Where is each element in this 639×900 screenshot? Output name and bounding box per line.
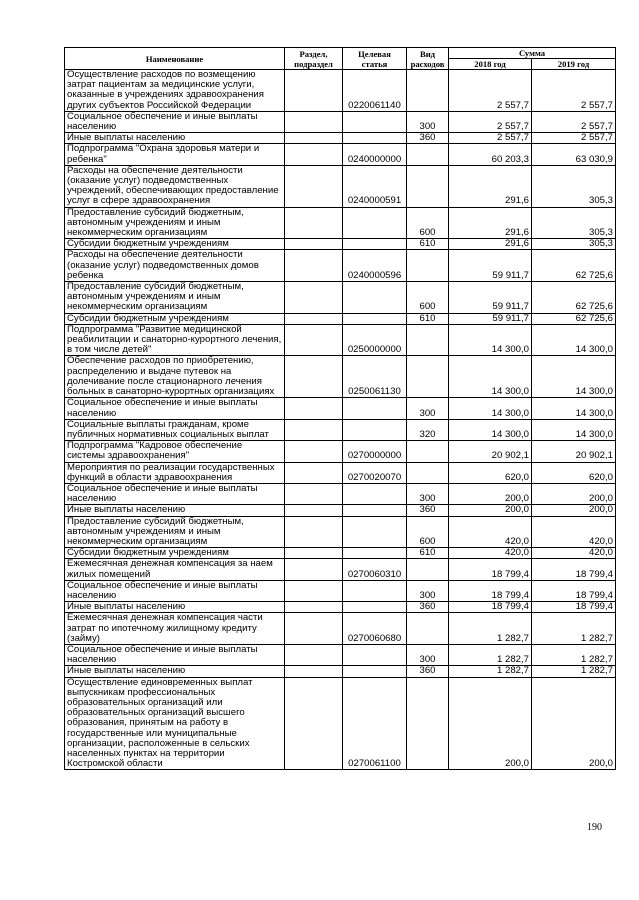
table-row [65,419,616,440]
row-name-cell: Иные выплаты населению [65,666,285,677]
row-expense-type-cell: 600 [407,516,449,548]
row-sum-2018-cell: 20 902,1 [449,441,532,462]
row-name-cell: Субсидии бюджетным учреждениям [65,548,285,559]
row-expense-type-cell: 320 [407,419,449,440]
header-year-2018: 2018 год [449,59,532,70]
row-sum-2018-cell: 14 300,0 [449,356,532,398]
row-sum-2018-cell: 620,0 [449,462,532,483]
row-target-cell: 0270060680 [343,613,407,645]
row-section-cell [285,677,343,770]
table-row [65,356,616,398]
row-name-cell: Субсидии бюджетным учреждениям [65,239,285,250]
row-expense-type-cell [407,250,449,282]
row-target-cell: 0270020070 [343,462,407,483]
row-section-cell [285,133,343,144]
row-section-cell [285,516,343,548]
row-expense-type-cell [407,462,449,483]
header-name: Наименование [65,48,285,70]
row-sum-2018-cell: 420,0 [449,516,532,548]
table-header [65,48,616,70]
row-sum-2019-cell: 1 282,7 [532,644,616,665]
row-name-cell: Иные выплаты населению [65,133,285,144]
row-sum-2018-cell: 18 799,4 [449,580,532,601]
row-section-cell [285,666,343,677]
row-section-cell [285,441,343,462]
row-target-cell: 0250000000 [343,324,407,356]
table-row [65,613,616,645]
row-sum-2019-cell: 14 300,0 [532,398,616,419]
row-sum-2018-cell: 14 300,0 [449,419,532,440]
row-target-cell [343,548,407,559]
table-row [65,111,616,132]
table-row [65,677,616,770]
row-expense-type-cell: 360 [407,666,449,677]
table-row [65,250,616,282]
budget-table-container [64,47,616,770]
table-row [65,165,616,207]
row-target-cell [343,398,407,419]
row-target-cell: 0250061130 [343,356,407,398]
row-name-cell: Иные выплаты населению [65,602,285,613]
header-target: Целевая статья [343,48,407,70]
row-target-cell: 0270000000 [343,441,407,462]
row-target-cell: 0270061100 [343,677,407,770]
row-target-cell [343,505,407,516]
row-sum-2019-cell: 1 282,7 [532,666,616,677]
row-sum-2019-cell: 14 300,0 [532,419,616,440]
row-target-cell [343,207,407,239]
table-row [65,644,616,665]
row-target-cell: 0240000591 [343,165,407,207]
row-sum-2019-cell: 200,0 [532,483,616,504]
row-sum-2018-cell: 420,0 [449,548,532,559]
row-name-cell: Предоставление субсидий бюджетным, автономным учреждениям и иным некоммерческим организациям [65,282,285,314]
row-name-cell: Социальное обеспечение и иные выплаты населению [65,580,285,601]
table-row [65,441,616,462]
row-sum-2018-cell: 59 911,7 [449,282,532,314]
table-row [65,602,616,613]
row-sum-2019-cell: 305,3 [532,207,616,239]
row-section-cell [285,239,343,250]
row-sum-2019-cell: 2 557,7 [532,133,616,144]
row-name-cell: Обеспечение расходов по приобретению, распределению и выдаче путевок на долечивание после стационарного лечения больных в санаторно-курортных организациях [65,356,285,398]
table-row [65,483,616,504]
row-sum-2018-cell: 200,0 [449,677,532,770]
row-sum-2018-cell: 2 557,7 [449,133,532,144]
row-sum-2019-cell: 305,3 [532,239,616,250]
row-sum-2019-cell: 20 902,1 [532,441,616,462]
row-sum-2018-cell: 60 203,3 [449,144,532,165]
row-target-cell [343,666,407,677]
row-name-cell: Иные выплаты населению [65,505,285,516]
row-section-cell [285,580,343,601]
row-expense-type-cell: 300 [407,398,449,419]
row-sum-2018-cell: 1 282,7 [449,644,532,665]
row-expense-type-cell: 610 [407,548,449,559]
row-section-cell [285,462,343,483]
row-sum-2018-cell: 1 282,7 [449,613,532,645]
row-sum-2018-cell: 1 282,7 [449,666,532,677]
table-body [65,70,616,770]
row-target-cell [343,239,407,250]
table-row [65,548,616,559]
row-sum-2019-cell: 2 557,7 [532,70,616,112]
row-section-cell [285,70,343,112]
row-name-cell: Социальное обеспечение и иные выплаты населению [65,644,285,665]
row-name-cell: Подпрограмма "Развитие медицинской реабилитации и санаторно-курортного лечения, в том числе детей" [65,324,285,356]
row-sum-2018-cell: 2 557,7 [449,70,532,112]
row-expense-type-cell [407,165,449,207]
row-sum-2019-cell: 14 300,0 [532,356,616,398]
row-target-cell [343,580,407,601]
row-sum-2019-cell: 305,3 [532,165,616,207]
row-sum-2019-cell: 18 799,4 [532,602,616,613]
row-name-cell: Расходы на обеспечение деятельности (оказание услуг) подведомственных домов ребенка [65,250,285,282]
row-expense-type-cell: 360 [407,505,449,516]
row-expense-type-cell: 300 [407,111,449,132]
row-sum-2018-cell: 200,0 [449,483,532,504]
row-sum-2018-cell: 59 911,7 [449,250,532,282]
row-sum-2018-cell: 200,0 [449,505,532,516]
row-sum-2019-cell: 62 725,6 [532,282,616,314]
row-expense-type-cell: 300 [407,644,449,665]
row-section-cell [285,356,343,398]
header-year-2019: 2019 год [532,59,616,70]
row-expense-type-cell: 300 [407,580,449,601]
row-sum-2019-cell: 2 557,7 [532,111,616,132]
row-expense-type-cell [407,559,449,580]
table-row [65,505,616,516]
row-name-cell: Подпрограмма "Охрана здоровья матери и ребенка" [65,144,285,165]
row-sum-2019-cell: 620,0 [532,462,616,483]
row-expense-type-cell: 600 [407,282,449,314]
table-row [65,516,616,548]
row-section-cell [285,398,343,419]
row-sum-2018-cell: 2 557,7 [449,111,532,132]
header-section: Раздел, подраздел [285,48,343,70]
row-sum-2019-cell: 420,0 [532,516,616,548]
row-sum-2019-cell: 420,0 [532,548,616,559]
header-expense-type: Вид расходов [407,48,449,70]
row-sum-2018-cell: 14 300,0 [449,398,532,419]
row-section-cell [285,313,343,324]
row-sum-2018-cell: 291,6 [449,239,532,250]
row-sum-2018-cell: 14 300,0 [449,324,532,356]
row-section-cell [285,324,343,356]
row-section-cell [285,483,343,504]
table-row [65,580,616,601]
table-row [65,398,616,419]
row-sum-2019-cell: 63 030,9 [532,144,616,165]
table-row [65,207,616,239]
row-sum-2019-cell: 200,0 [532,677,616,770]
row-sum-2019-cell: 14 300,0 [532,324,616,356]
row-name-cell: Осуществление единовременных выплат выпускникам профессиональных образовательных организаций или образовательных организаций высшего образования, принятым на работу в государственные или муниципальные организации, расположенные в сельских населенных пунктах на территории Костромской области [65,677,285,770]
row-section-cell [285,559,343,580]
table-row [65,313,616,324]
row-sum-2019-cell: 62 725,6 [532,250,616,282]
row-name-cell: Субсидии бюджетным учреждениям [65,313,285,324]
row-name-cell: Ежемесячная денежная компенсация за наем жилых помещений [65,559,285,580]
row-sum-2019-cell: 200,0 [532,505,616,516]
row-name-cell: Расходы на обеспечение деятельности (оказание услуг) подведомственных учреждений, обеспечивающих предоставление услуг в сфере здравоохранения [65,165,285,207]
row-target-cell [343,644,407,665]
table-row [65,324,616,356]
table-row [65,282,616,314]
row-section-cell [285,207,343,239]
row-section-cell [285,644,343,665]
row-expense-type-cell [407,324,449,356]
row-sum-2018-cell: 291,6 [449,165,532,207]
row-sum-2018-cell: 18 799,4 [449,559,532,580]
row-target-cell [343,111,407,132]
row-section-cell [285,505,343,516]
row-sum-2018-cell: 291,6 [449,207,532,239]
row-target-cell [343,313,407,324]
row-expense-type-cell [407,677,449,770]
table-row [65,559,616,580]
row-section-cell [285,144,343,165]
row-expense-type-cell: 600 [407,207,449,239]
row-target-cell [343,483,407,504]
row-name-cell: Социальные выплаты гражданам, кроме публичных нормативных социальных выплат [65,419,285,440]
row-expense-type-cell [407,613,449,645]
row-target-cell: 0240000000 [343,144,407,165]
table-row [65,666,616,677]
row-name-cell: Социальное обеспечение и иные выплаты населению [65,398,285,419]
row-name-cell: Ежемесячная денежная компенсация части затрат по ипотечному жилищному кредиту (займу) [65,613,285,645]
row-name-cell: Подпрограмма "Кадровое обеспечение системы здравоохранения" [65,441,285,462]
table-row [65,239,616,250]
row-section-cell [285,250,343,282]
row-sum-2018-cell: 59 911,7 [449,313,532,324]
row-name-cell: Осуществление расходов по возмещению затрат пациентам за медицинские услуги, оказанные в учреждениях здравоохранения других субъектов Российской Федерации [65,70,285,112]
row-section-cell [285,111,343,132]
table-row [65,462,616,483]
row-sum-2018-cell: 18 799,4 [449,602,532,613]
row-sum-2019-cell: 62 725,6 [532,313,616,324]
row-expense-type-cell [407,441,449,462]
row-target-cell [343,602,407,613]
row-target-cell [343,419,407,440]
row-name-cell: Предоставление субсидий бюджетным, автономным учреждениям и иным некоммерческим организациям [65,516,285,548]
row-expense-type-cell: 610 [407,313,449,324]
row-expense-type-cell: 300 [407,483,449,504]
table-row [65,70,616,112]
row-expense-type-cell: 610 [407,239,449,250]
row-expense-type-cell [407,356,449,398]
row-section-cell [285,613,343,645]
row-expense-type-cell [407,144,449,165]
row-sum-2019-cell: 18 799,4 [532,580,616,601]
row-name-cell: Социальное обеспечение и иные выплаты населению [65,111,285,132]
row-section-cell [285,419,343,440]
row-target-cell [343,516,407,548]
row-target-cell: 0240000596 [343,250,407,282]
row-section-cell [285,602,343,613]
row-expense-type-cell: 360 [407,133,449,144]
row-expense-type-cell: 360 [407,602,449,613]
table-row [65,144,616,165]
row-expense-type-cell [407,70,449,112]
row-name-cell: Мероприятия по реализации государственных функций в области здравоохранения [65,462,285,483]
row-target-cell: 0270060310 [343,559,407,580]
row-target-cell [343,282,407,314]
row-section-cell [285,165,343,207]
row-name-cell: Предоставление субсидий бюджетным, автономным учреждениям и иным некоммерческим организациям [65,207,285,239]
header-sum: Сумма [449,48,616,59]
row-sum-2019-cell: 1 282,7 [532,613,616,645]
row-section-cell [285,548,343,559]
row-target-cell: 0220061140 [343,70,407,112]
table-row [65,133,616,144]
page-number: 190 [587,822,602,833]
row-section-cell [285,282,343,314]
row-name-cell: Социальное обеспечение и иные выплаты населению [65,483,285,504]
row-sum-2019-cell: 18 799,4 [532,559,616,580]
row-target-cell [343,133,407,144]
budget-table [64,47,616,770]
